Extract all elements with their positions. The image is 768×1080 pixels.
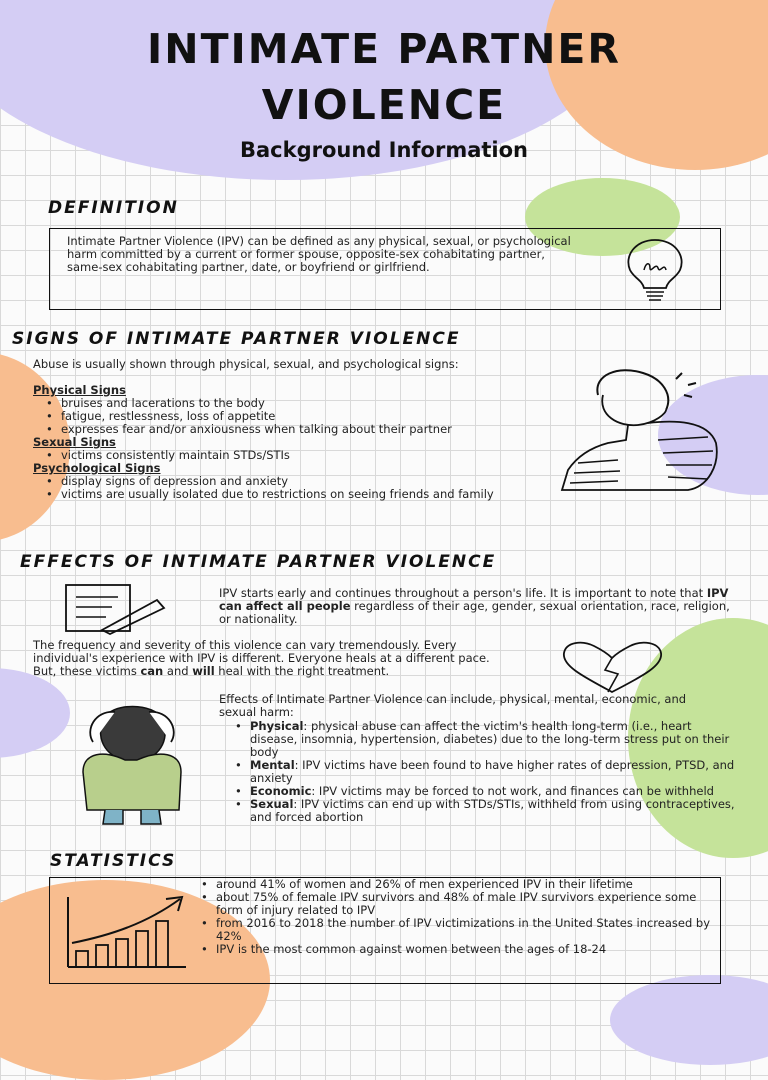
- list-item: • victims are usually isolated due to restrictions on seeing friends and family: [33, 488, 533, 501]
- signs-intro: Abuse is usually shown through physical, sexual, and psychological signs:: [33, 357, 459, 371]
- signs-heading: SIGNS OF INTIMATE PARTNER VIOLENCE: [12, 329, 461, 349]
- psychological-signs-list: [33, 475, 533, 501]
- title-line-1: INTIMATE PARTNER: [147, 25, 621, 73]
- broken-heart-icon: [560, 640, 665, 695]
- statistics-list: [188, 878, 713, 956]
- lightbulb-icon: [610, 234, 700, 304]
- crouching-person-illustration: [75, 700, 190, 835]
- bar-growth-icon: [62, 893, 192, 973]
- effects-paragraph-3: Effects of Intimate Partner Violence can include, physical, mental, economic, and sexual harm:: [219, 692, 687, 719]
- definition-heading: DEFINITION: [48, 198, 179, 218]
- subtitle: Background Information: [239, 138, 528, 162]
- list-item: • around 41% of women and 26% of men experienced IPV in their lifetime: [188, 878, 713, 891]
- sexual-signs-list: [33, 449, 533, 462]
- list-item: • Physical: physical abuse can affect the victim's health long-term (i.e., heart disease, insomnia, hypertension, diabetes) due to the long-term stress put on their body: [222, 720, 742, 759]
- list-item: • display signs of depression and anxiety: [33, 475, 533, 488]
- document-pen-icon: [62, 582, 172, 637]
- signs-section: [33, 358, 533, 501]
- list-item: • bruises and lacerations to the body: [33, 397, 533, 410]
- effects-list: [222, 720, 742, 824]
- list-item: • Mental: IPV victims have been found to have higher rates of depression, PTSD, and anxiety: [222, 759, 742, 785]
- physical-signs-list: [33, 397, 533, 436]
- list-item: • fatigue, restlessness, loss of appetite: [33, 410, 533, 423]
- list-item: • expresses fear and/or anxiousness when talking about their partner: [33, 423, 533, 436]
- lavender-blob-left-mid: [0, 668, 70, 758]
- list-item: • victims consistently maintain STDs/STIs: [33, 449, 533, 462]
- statistics-heading: STATISTICS: [50, 851, 177, 871]
- effects-paragraph-2: The frequency and severity of this violence can vary tremendously. Every individual's experience with IPV is different. Everyone heals at a different pace. But, these victims can and will heal with the right treatment.: [33, 638, 490, 678]
- distressed-person-illustration: [548, 365, 728, 495]
- lavender-blob-bottom-right: [610, 975, 768, 1065]
- list-item: • Sexual: IPV victims can end up with STDs/STIs, withheld from using contraceptives, and forced abortion: [222, 798, 742, 824]
- psychological-signs-label: Psychological Signs: [33, 461, 161, 475]
- list-item: • Economic: IPV victims may be forced to not work, and finances can be withheld: [222, 785, 742, 798]
- definition-text: Intimate Partner Violence (IPV) can be defined as any physical, sexual, or psychological harm committed by a current or former spouse, opposite-sex cohabitating partner, same-sex cohabitating partner, date, or boyfriend or girlfriend.: [67, 234, 571, 274]
- effects-paragraph-1: IPV starts early and continues throughout a person's life. It is important to note that IPV can affect all people regardless of their age, gender, sexual orientation, race, religion, or nationality.: [219, 586, 730, 626]
- effects-heading: EFFECTS OF INTIMATE PARTNER VIOLENCE: [20, 552, 497, 572]
- title-line-2: VIOLENCE: [261, 81, 507, 129]
- sexual-signs-label: Sexual Signs: [33, 435, 116, 449]
- list-item: • from 2016 to 2018 the number of IPV victimizations in the United States increased by 42%: [188, 917, 713, 943]
- physical-signs-label: Physical Signs: [33, 383, 126, 397]
- list-item: • about 75% of female IPV survivors and 48% of male IPV survivors experience some form of injury related to IPV: [188, 891, 713, 917]
- list-item: • IPV is the most common against women between the ages of 18-24: [188, 943, 713, 956]
